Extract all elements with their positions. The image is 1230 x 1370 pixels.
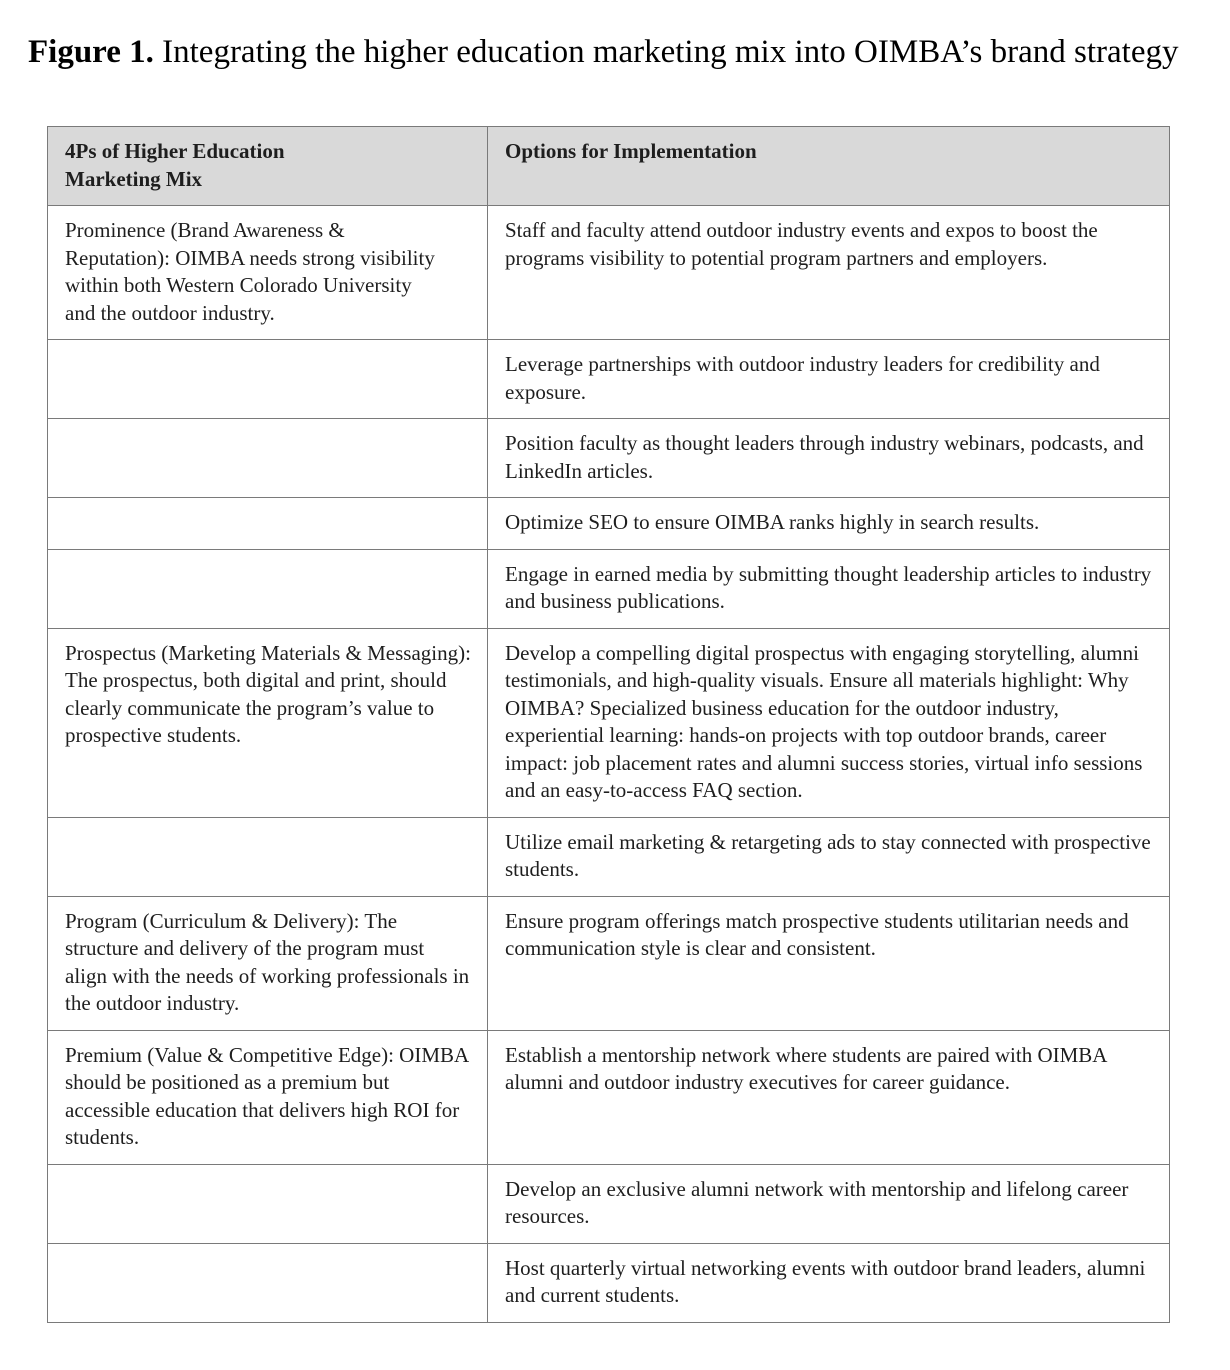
marketing-mix-table [47, 126, 1170, 1323]
figure-title: Integrating the higher education marketing mix into OIMBA’s brand strategy [153, 34, 1179, 70]
p-cell [48, 340, 488, 419]
table-row [48, 206, 1170, 340]
p-cell: Prominence (Brand Awareness & Reputation): OIMBA needs strong visibility within both Western Colorado University and the outdoor industry. [48, 206, 488, 340]
table-row [48, 628, 1170, 817]
p-cell [48, 549, 488, 628]
p-cell [48, 498, 488, 550]
figure-label: Figure 1. [28, 34, 154, 70]
option-cell: Host quarterly virtual networking events with outdoor brand leaders, alumni and current students. [488, 1243, 1170, 1322]
header-4ps: 4Ps of Higher Education Marketing Mix [48, 127, 488, 206]
option-cell: Optimize SEO to ensure OIMBA ranks highly in search results. [488, 498, 1170, 550]
option-cell: Leverage partnerships with outdoor industry leaders for credibility and exposure. [488, 340, 1170, 419]
table-row [48, 498, 1170, 550]
table-row [48, 340, 1170, 419]
p-cell [48, 817, 488, 896]
p-cell: Premium (Value & Competitive Edge): OIMBA should be positioned as a premium but accessible education that delivers high ROI for students. [48, 1030, 488, 1164]
p-cell: Prospectus (Marketing Materials & Messaging): The prospectus, both digital and print, should clearly communicate the program’s value to prospective students. [48, 628, 488, 817]
option-cell: Staff and faculty attend outdoor industry events and expos to boost the programs visibility to potential program partners and employers. [488, 206, 1170, 340]
p-cell: Program (Curriculum & Delivery): The structure and delivery of the program must align with the needs of working professionals in the outdoor industry. [48, 896, 488, 1030]
figure-caption [28, 32, 1179, 72]
table-row [48, 896, 1170, 1030]
option-cell: Ensure program offerings match prospective students utilitarian needs and communication style is clear and consistent. [488, 896, 1170, 1030]
option-cell: Establish a mentorship network where students are paired with OIMBA alumni and outdoor industry executives for career guidance. [488, 1030, 1170, 1164]
table-header-row [48, 127, 1170, 206]
table-row [48, 1030, 1170, 1164]
table-row [48, 817, 1170, 896]
option-cell: Utilize email marketing & retargeting ads to stay connected with prospective students. [488, 817, 1170, 896]
header-options: Options for Implementation [488, 127, 1170, 206]
table-row [48, 549, 1170, 628]
option-cell: Develop a compelling digital prospectus with engaging storytelling, alumni testimonials, and high-quality visuals. Ensure all materials highlight: Why OIMBA? Specialized business education for the outdoor industry, experiential learning: hands-on projects with top outdoor brands, career impact: job placement rates and alumni success stories, virtual info sessions and an easy-to-access FAQ section. [488, 628, 1170, 817]
option-cell: Engage in earned media by submitting thought leadership articles to industry and business publications. [488, 549, 1170, 628]
table-row [48, 1164, 1170, 1243]
option-cell: Position faculty as thought leaders through industry webinars, podcasts, and LinkedIn articles. [488, 419, 1170, 498]
table-row [48, 419, 1170, 498]
table-row [48, 1243, 1170, 1322]
p-cell [48, 1243, 488, 1322]
p-cell [48, 419, 488, 498]
p-cell [48, 1164, 488, 1243]
option-cell: Develop an exclusive alumni network with mentorship and lifelong career resources. [488, 1164, 1170, 1243]
